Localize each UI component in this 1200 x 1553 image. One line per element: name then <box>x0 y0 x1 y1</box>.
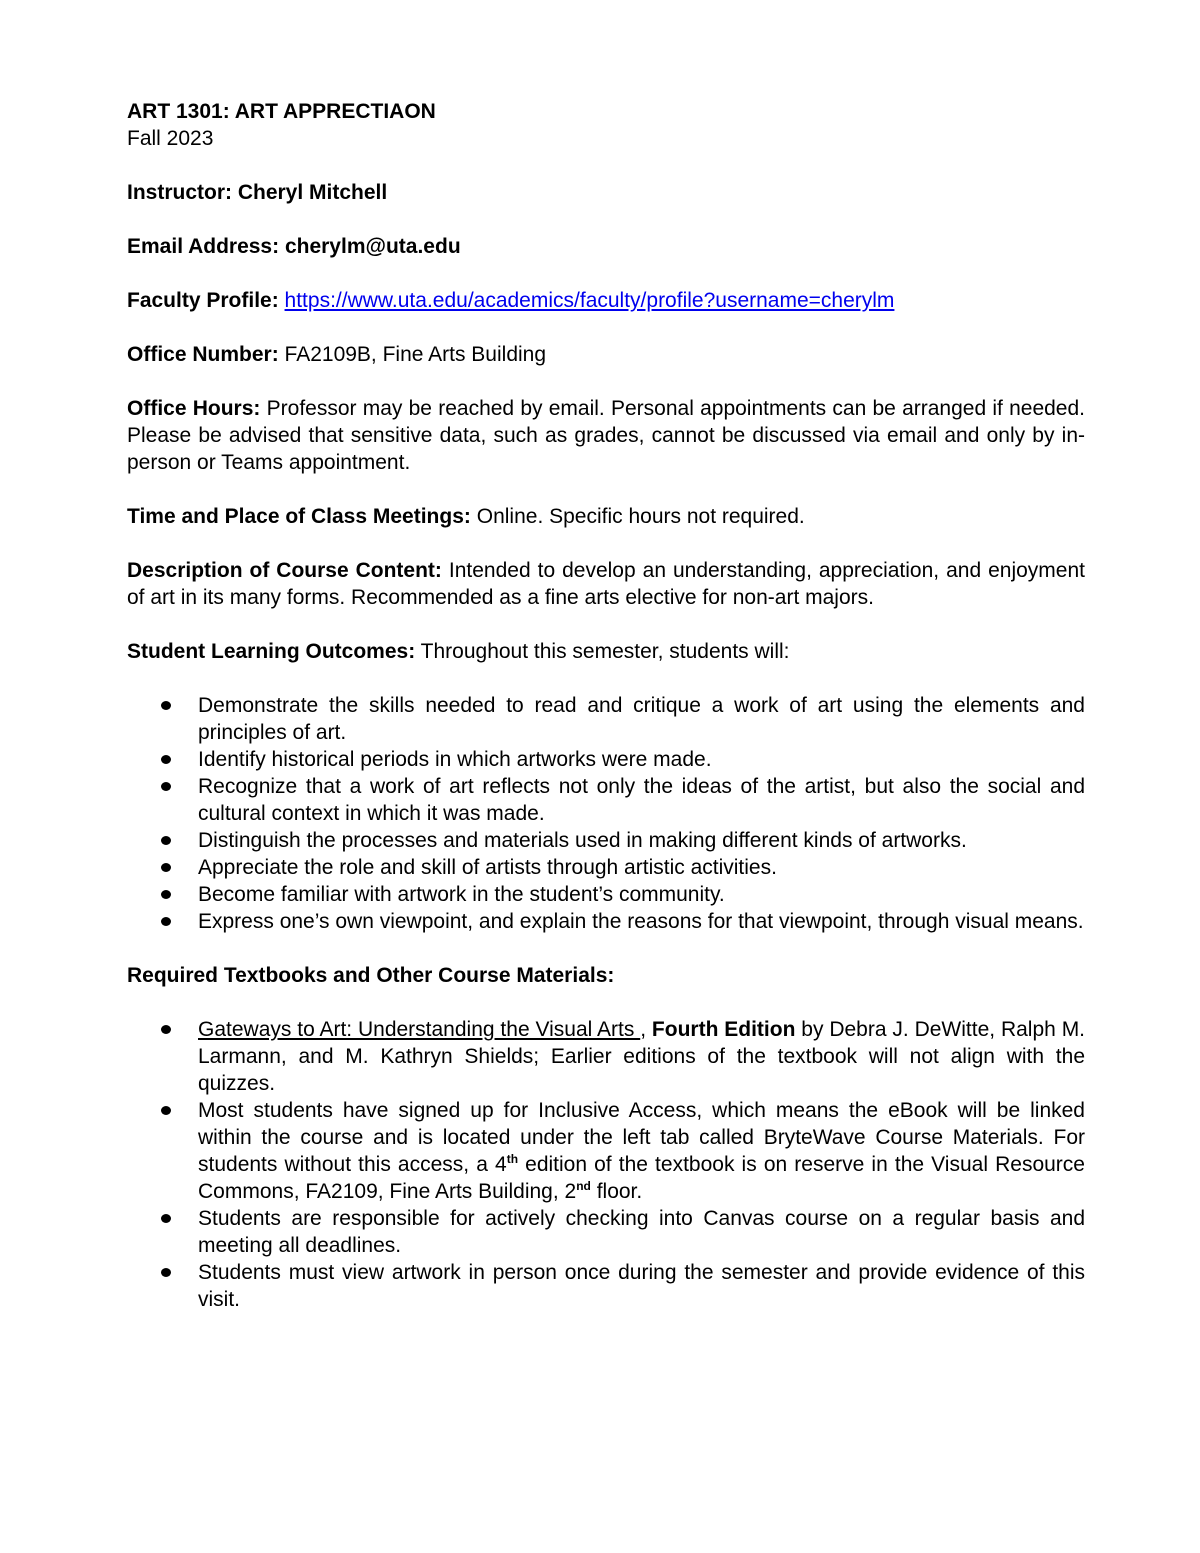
bullet-icon <box>161 890 171 899</box>
faculty-profile-link[interactable]: https://www.uta.edu/academics/faculty/profile?username=cherylm <box>284 289 895 312</box>
outcomes-list <box>127 692 1085 935</box>
list-item-text: Distinguish the processes and materials used in making different kinds of artworks. <box>198 829 967 852</box>
textbook-title: Gateways to Art: Understanding the Visual Arts <box>198 1018 641 1041</box>
list-item <box>127 881 1085 908</box>
faculty-profile-label: Faculty Profile: <box>127 289 279 312</box>
textbook-edition: Fourth Edition <box>651 1018 796 1041</box>
meetings-label: Time and Place of Class Meetings: <box>127 505 471 528</box>
office-hours-label: Office Hours: <box>127 397 261 420</box>
description-line <box>127 557 1085 611</box>
materials-list <box>127 1016 1085 1313</box>
outcomes-line <box>127 638 1085 665</box>
meetings-value: Online. Specific hours not required. <box>476 505 805 528</box>
description-label: Description of Course Content: <box>127 559 442 582</box>
list-item <box>127 1205 1085 1259</box>
list-item <box>127 827 1085 854</box>
instructor-line: Instructor: Cheryl Mitchell <box>127 181 388 204</box>
list-item-text: Students must view artwork in person once during the semester and provide evidence of this visit. <box>198 1261 1085 1311</box>
access-text-2: edition of the textbook is on reserve in the Visual Resource Commons, FA2109, Fine Arts Building, 2 <box>198 1153 1085 1203</box>
list-item-text: Become familiar with artwork in the student’s community. <box>198 883 725 906</box>
office-number-line <box>127 341 1085 368</box>
access-text-3: floor. <box>596 1180 643 1203</box>
list-item-text: Identify historical periods in which artworks were made. <box>198 748 712 771</box>
list-item <box>127 854 1085 881</box>
syllabus-content <box>127 98 1085 1313</box>
bullet-icon <box>161 1214 171 1223</box>
outcomes-intro: Throughout this semester, students will: <box>420 640 790 663</box>
meetings-line <box>127 503 1085 530</box>
list-item <box>127 692 1085 746</box>
list-item-textbook <box>127 1016 1085 1097</box>
bullet-icon <box>161 701 171 710</box>
materials-heading: Required Textbooks and Other Course Materials: <box>127 964 615 987</box>
bullet-icon <box>161 755 171 764</box>
list-item-text: Demonstrate the skills needed to read and critique a work of art using the elements and principles of art. <box>198 694 1085 744</box>
email-value: cherylm@uta.edu <box>284 235 461 258</box>
email-line <box>127 233 1085 260</box>
bullet-icon <box>161 782 171 791</box>
bullet-icon <box>161 1106 171 1115</box>
list-item-text: Students are responsible for actively checking into Canvas course on a regular basis and meeting all deadlines. <box>198 1207 1085 1257</box>
office-hours-value: Professor may be reached by email. Personal appointments can be arranged if needed. Please be advised that sensitive data, such as grades, cannot be discussed via email and only by in-person or Teams appointment. <box>127 397 1085 474</box>
course-term: Fall 2023 <box>127 127 214 150</box>
office-hours-line <box>127 395 1085 476</box>
textbook-separator: , <box>640 1018 647 1041</box>
list-item-access <box>127 1097 1085 1205</box>
bullet-icon <box>161 1025 171 1034</box>
bullet-icon <box>161 917 171 926</box>
list-item <box>127 746 1085 773</box>
list-item <box>127 908 1085 935</box>
access-sup-th: th <box>506 1152 519 1166</box>
list-item-text: Express one’s own viewpoint, and explain the reasons for that viewpoint, through visual means. <box>198 910 1084 933</box>
course-title: ART 1301: ART APPRECTIAON <box>127 100 436 123</box>
office-number-label: Office Number: <box>127 343 279 366</box>
list-item <box>127 1259 1085 1313</box>
bullet-icon <box>161 836 171 845</box>
email-label: Email Address: <box>127 235 280 258</box>
description-value: Intended to develop an understanding, appreciation, and enjoyment of art in its many forms. Recommended as a fine arts elective for non-art majors. <box>127 559 1085 609</box>
textbook-details: by Debra J. DeWitte, Ralph M. Larmann, and M. Kathryn Shields; Earlier editions of the textbook will not align with the quizzes. <box>198 1018 1086 1095</box>
list-item-text: Appreciate the role and skill of artists through artistic activities. <box>198 856 777 879</box>
office-number-value: FA2109B, Fine Arts Building <box>284 343 547 366</box>
list-item-text: Recognize that a work of art reflects not only the ideas of the artist, but also the social and cultural context in which it was made. <box>198 775 1085 825</box>
list-item <box>127 773 1085 827</box>
faculty-profile-line <box>127 287 1085 314</box>
bullet-icon <box>161 863 171 872</box>
access-sup-nd: nd <box>576 1179 591 1193</box>
bullet-icon <box>161 1268 171 1277</box>
outcomes-label: Student Learning Outcomes: <box>127 640 416 663</box>
access-text-1: Most students have signed up for Inclusive Access, which means the eBook will be linked within the course and is located under the left tab called BryteWave Course Materials. For students without this access, a 4 <box>198 1099 1085 1176</box>
